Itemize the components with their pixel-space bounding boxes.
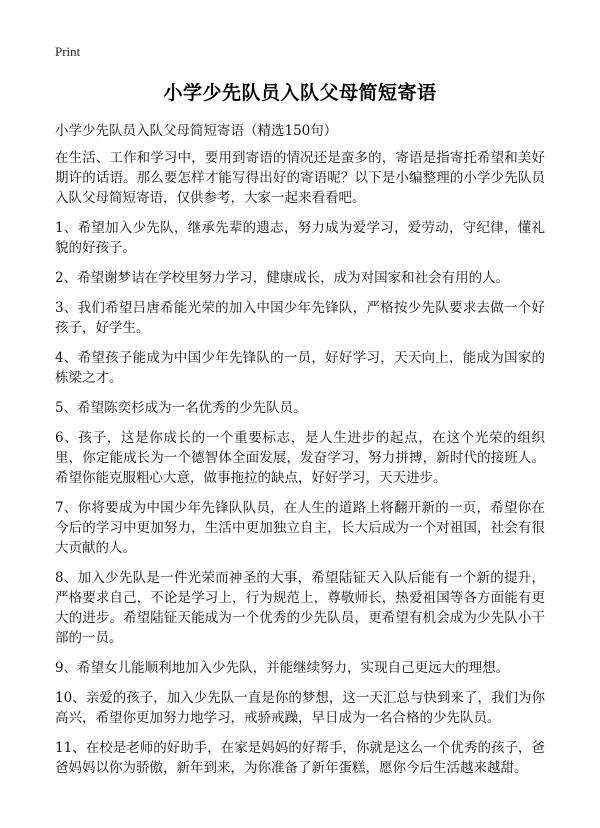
blessing-item-2: 2、希望谢梦诘在学校里努力学习，健康成长，成为对国家和社会有用的人。 [55, 270, 510, 286]
article-subtitle: 小学少先队员入队父母简短寄语（精选150句） [55, 123, 338, 139]
blessing-item-4: 4、希望孩子能成为中国少年先锋队的一员，好好学习，天天向上，能成为国家的栋梁之才。 [55, 350, 545, 386]
blessing-item-5: 5、希望陈奕杉成为一名优秀的少先队员。 [55, 400, 307, 416]
intro-paragraph: 在生活、工作和学习中，要用到寄语的情况还是蛮多的，寄语是指寄托希望和美好期许的话语。那么要怎样才能写得出好的寄语呢？以下是小编整理的小学少先队员入队父母简短寄语，仅供参考，大家一起来看看吧。 [55, 150, 545, 206]
article-body [55, 148, 545, 788]
page-title: 小学少先队员入队父母简短寄语 [163, 82, 437, 104]
blessing-item-6: 6、孩子，这是你成长的一个重要标志，是人生进步的起点，在这个光荣的组织里，你定能成长为一个德智体全面发展，发奋学习，努力拼搏，新时代的接班人。希望你能克服粗心大意，做事拖拉的缺点，好好学习，天天进步。 [55, 430, 545, 486]
blessing-item-7: 7、你将要成为中国少年先锋队队员，在人生的道路上将翻开新的一页，希望你在今后的学习中更加努力，生活中更加独立自主，长大后成为一个对祖国，社会有很大贡献的人。 [55, 500, 545, 556]
blessing-item-1: 1、希望加入少先队，继承先辈的遗志，努力成为爱学习，爱劳动，守纪律，懂礼貌的好孩子。 [55, 220, 545, 256]
print-link[interactable]: Print [55, 44, 81, 59]
blessing-item-10: 10、亲爱的孩子，加入少先队一直是你的梦想，这一天汇总与快到来了，我们为你高兴，希望你更加努力地学习，戒骄戒躁，早日成为一名合格的少先队员。 [55, 690, 545, 726]
blessing-item-8: 8、加入少先队是一件光荣而神圣的大事，希望陆钲天入队后能有一个新的提升，严格要求自己，不论是学习上，行为规范上，尊敬师长，热爱祖国等各方面能有更大的进步。希望陆钲天能成为一个优秀的少先队员，更希望有机会成为少先队小干部的一员。 [55, 570, 545, 646]
blessing-item-3: 3、我们希望吕唐希能光荣的加入中国少年先锋队，严格按少先队要求去做一个好孩子，好学生。 [55, 300, 545, 336]
blessing-item-11: 11、在校是老师的好助手，在家是妈妈的好帮手，你就是这么一个优秀的孩子，爸爸妈妈以你为骄傲，新年到来，为你准备了新年蛋糕，愿你今后生活越来越甜。 [55, 740, 545, 776]
blessing-item-9: 9、希望女儿能顺利地加入少先队，并能继续努力，实现自己更远大的理想。 [55, 660, 510, 676]
